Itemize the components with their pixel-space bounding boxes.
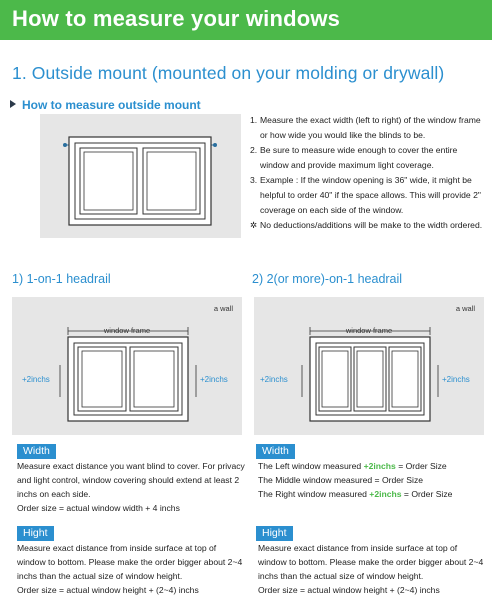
- window-frame-label: window frame: [345, 326, 393, 335]
- window-frame-label: window frame: [103, 326, 151, 335]
- note-number: 2.: [250, 145, 258, 155]
- height-description: Measure exact distance from inside surface at top of window to bottom. Please make the order bigger about 2~4 inchs than the actual size of window height.: [17, 543, 243, 581]
- width-line-text: The Left window measured: [258, 461, 364, 471]
- outside-mount-diagram: [40, 114, 241, 238]
- height-formula: Order size = actual window height + (2~4) inchs: [258, 585, 440, 595]
- note-text: No deductions/additions will be make to the width ordered.: [260, 220, 483, 230]
- width-line-suffix: = Order Size: [401, 489, 453, 499]
- wall-label: a wall: [455, 304, 475, 313]
- width-line-text: The Middle window measured = Order Size: [258, 475, 424, 485]
- measure-notes: [250, 113, 486, 233]
- right-panel-diagram: [254, 297, 484, 435]
- note-number: 3.: [250, 175, 258, 185]
- page-title: How to measure your windows: [12, 6, 341, 31]
- width-description: Measure exact distance you want blind to cover. For privacy and light control, window covering should extend at least 2 inchs on each side.: [17, 461, 245, 499]
- wall-label: a wall: [213, 304, 233, 313]
- width-tag: Width: [256, 444, 295, 459]
- right-height-text: [258, 541, 488, 597]
- left-height-text: [17, 541, 245, 597]
- height-tag: Hight: [17, 526, 54, 541]
- triangle-bullet-icon: [10, 100, 16, 108]
- note-item: [250, 113, 486, 143]
- width-line-middle: [258, 473, 488, 487]
- note-star-icon: ✲: [250, 220, 258, 230]
- sub-heading: [10, 98, 201, 112]
- width-line-accent: +2inchs: [369, 489, 402, 499]
- sub-heading-text: How to measure outside mount: [22, 98, 201, 112]
- width-tag: Width: [17, 444, 56, 459]
- outside-mount-illustration: [40, 114, 241, 238]
- height-tag: Hight: [256, 526, 293, 541]
- section-title: 1. Outside mount (mounted on your molding or drywall): [12, 63, 445, 83]
- right-width-text: [258, 459, 488, 501]
- width-formula: Order size = actual window width + 4 inchs: [17, 503, 180, 513]
- left-width-text: [17, 459, 245, 515]
- width-line-suffix: = Order Size: [395, 461, 447, 471]
- multi-on-one-illustration: [254, 297, 484, 435]
- left-margin-label: +2inchs: [260, 375, 288, 384]
- width-line-text: The Right window measured: [258, 489, 370, 499]
- right-margin-label: +2inchs: [442, 375, 470, 384]
- width-line-right: [258, 487, 488, 501]
- note-number: 1.: [250, 115, 258, 125]
- header-banner: [0, 0, 492, 40]
- one-on-one-illustration: [12, 297, 242, 435]
- note-item: [250, 218, 486, 233]
- height-description: Measure exact distance from inside surface at top of window to bottom. Please make the order bigger about 2~4 inchs than the actual size of window height.: [258, 543, 484, 581]
- note-text: Be sure to measure wide enough to cover the entire window and provide maximum light coverage.: [260, 145, 458, 170]
- width-line-left: [258, 459, 488, 473]
- width-line-accent: +2inchs: [363, 461, 396, 471]
- left-margin-label: +2inchs: [22, 375, 50, 384]
- note-text: Example : If the window opening is 36" wide, it might be helpful to order 40" if the space allows. This will provide 2" coverage on each side of the window.: [260, 175, 481, 215]
- height-formula: Order size = actual window height + (2~4) inchs: [17, 585, 199, 595]
- note-item: [250, 143, 486, 173]
- right-panel-title: 2) 2(or more)-on-1 headrail: [252, 272, 403, 286]
- left-panel-diagram: [12, 297, 242, 435]
- right-margin-label: +2inchs: [200, 375, 228, 384]
- left-panel-title: 1) 1-on-1 headrail: [12, 272, 111, 286]
- note-text: Measure the exact width (left to right) of the window frame or how wide you would like the blinds to be.: [260, 115, 481, 140]
- note-item: [250, 173, 486, 218]
